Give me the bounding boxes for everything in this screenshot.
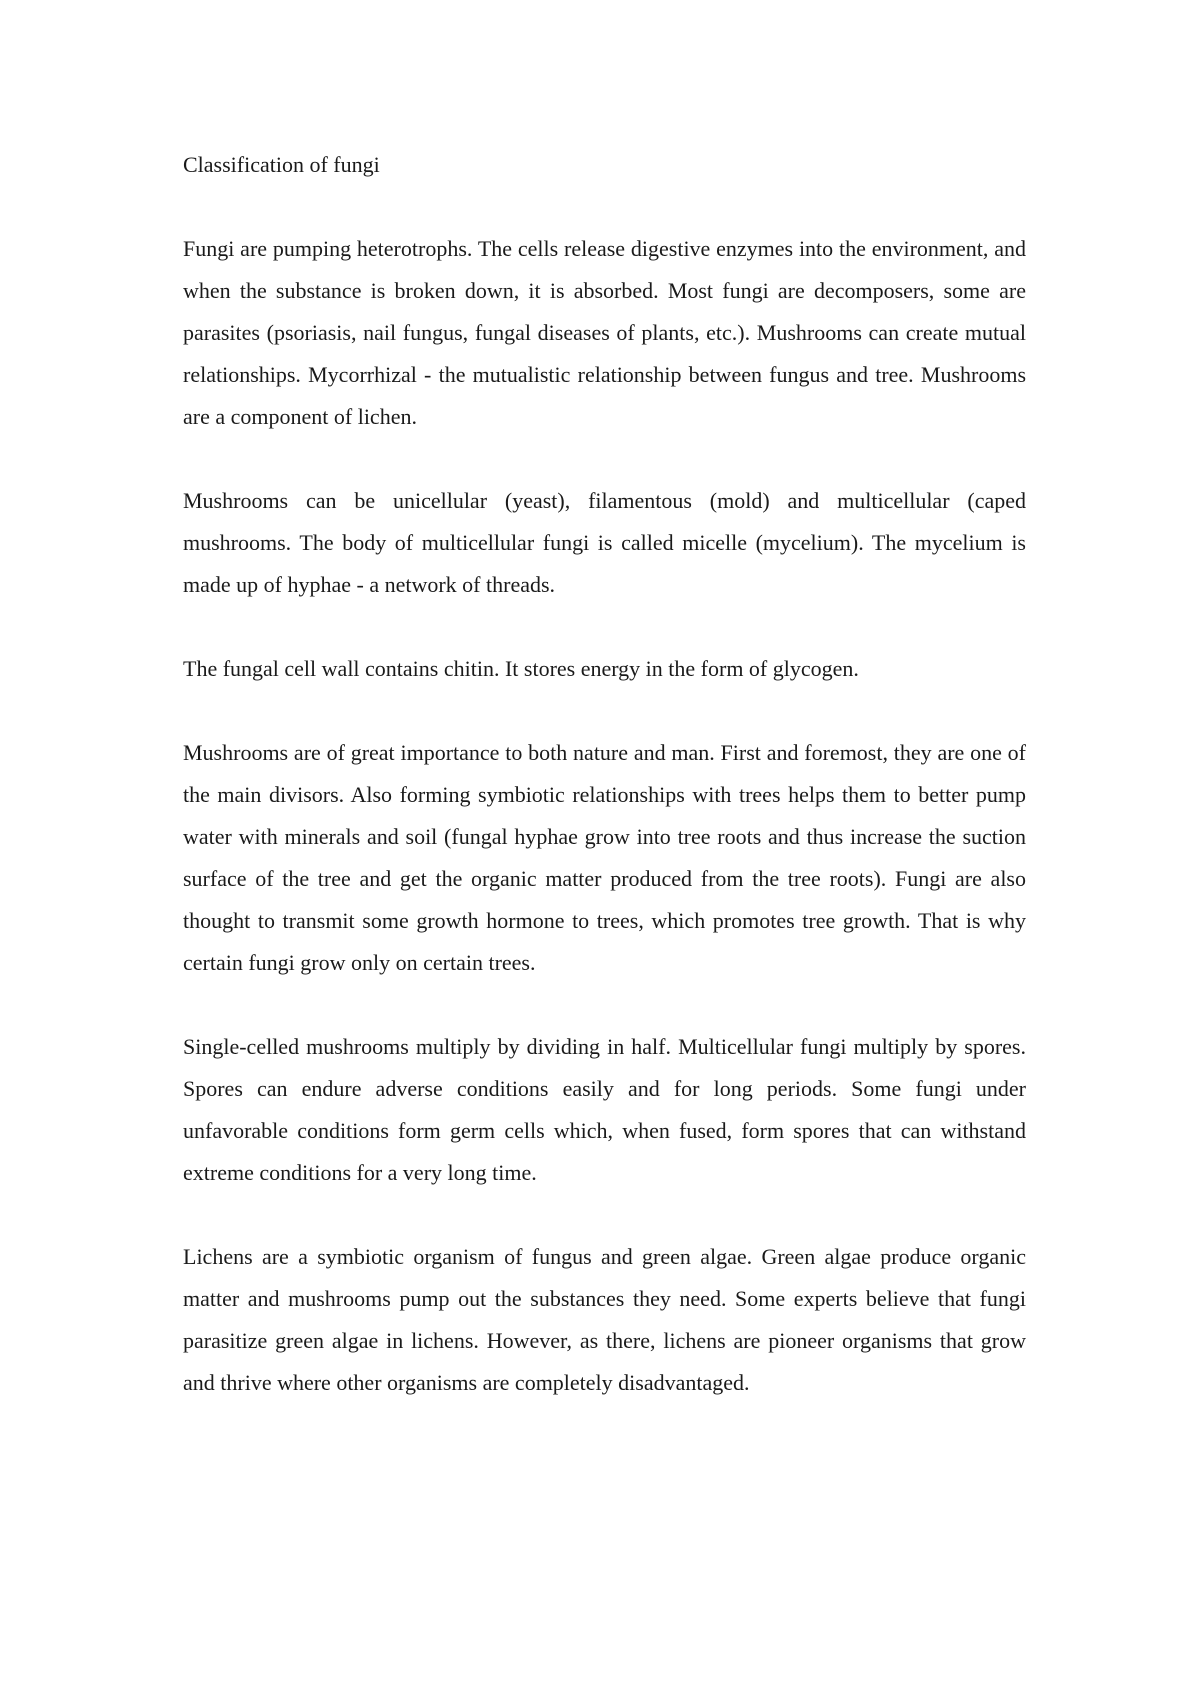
paragraph-importance: Mushrooms are of great importance to both nature and man. First and foremost, they are one of the main divisors. Also forming symbiotic relationships with trees helps them to better pump water with minerals and soil (fungal hyphae grow into tree roots and thus increase the suction surface of the tree and get the organic matter produced from the tree roots). Fungi are also thought to transmit some growth hormone to trees, which promotes tree growth. That is why certain fungi grow only on certain trees. (183, 740, 1026, 975)
paragraph-reproduction: Single-celled mushrooms multiply by dividing in half. Multicellular fungi multiply by spores. Spores can endure adverse conditions easily and for long periods. Some fungi under unfavorable conditions form germ cells which, when fused, form spores that can withstand extreme conditions for a very long time. (183, 1034, 1026, 1185)
paragraph-fungi-forms: Mushrooms can be unicellular (yeast), filamentous (mold) and multicellular (caped mushrooms. The body of multicellular fungi is called micelle (mycelium). The mycelium is made up of hyphae - a network of threads. (183, 488, 1026, 597)
document-title: Classification of fungi (183, 152, 380, 177)
paragraph-fungi-nutrition: Fungi are pumping heterotrophs. The cells release digestive enzymes into the environment, and when the substance is broken down, it is absorbed. Most fungi are decomposers, some are parasites (psoriasis, nail fungus, fungal diseases of plants, etc.). Mushrooms can create mutual relationships. Mycorrhizal - the mutualistic relationship between fungus and tree. Mushrooms are a component of lichen. (183, 236, 1026, 429)
document-body (183, 144, 1026, 1404)
paragraph-cell-wall: The fungal cell wall contains chitin. It stores energy in the form of glycogen. (183, 656, 859, 681)
paragraph-lichens: Lichens are a symbiotic organism of fungus and green algae. Green algae produce organic matter and mushrooms pump out the substances they need. Some experts believe that fungi parasitize green algae in lichens. However, as there, lichens are pioneer organisms that grow and thrive where other organisms are completely disadvantaged. (183, 1244, 1026, 1395)
